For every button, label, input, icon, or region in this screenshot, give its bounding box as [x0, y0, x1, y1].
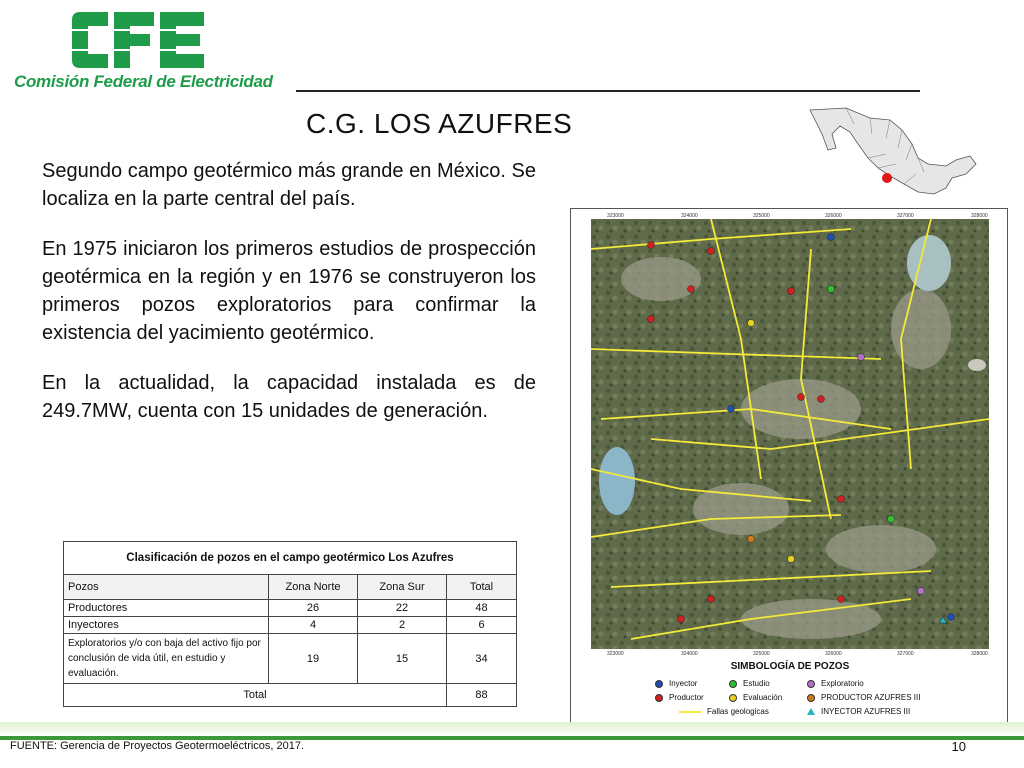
row-value: 15 [358, 634, 447, 684]
footer-band [0, 722, 1024, 736]
row-value: 6 [447, 617, 517, 634]
legend-fallas: Fallas geologicas [679, 707, 769, 716]
coord-bottom-2: 324000 [681, 651, 698, 657]
row-value: 22 [358, 600, 447, 617]
table-total-row [64, 684, 517, 707]
row-value: 4 [269, 617, 358, 634]
inyector-azufres-triangle-icon [807, 708, 815, 715]
total-label: Total [64, 684, 447, 707]
map-legend [591, 657, 989, 719]
coord-top-1: 323000 [607, 213, 624, 219]
row-label: Exploratorios y/o con baja del activo fijo por conclusión de vida útil, en estudio y evaluación. [64, 634, 269, 684]
cfe-logo [14, 8, 273, 94]
logo-text: Comisión Federal de Electricidad [14, 72, 273, 91]
table-title: Clasificación de pozos en el campo geotérmico Los Azufres [64, 542, 517, 575]
table-row [64, 634, 517, 684]
row-value: 34 [447, 634, 517, 684]
table-row [64, 617, 517, 634]
total-value: 88 [447, 684, 517, 707]
page-number: 10 [951, 739, 966, 754]
legend-productor-azufres: PRODUCTOR AZUFRES III [807, 693, 920, 702]
coord-top-2: 324000 [681, 213, 698, 219]
legend-title: SIMBOLOGÍA DE POZOS [730, 661, 850, 672]
cfe-logo-mark [68, 8, 210, 72]
coord-bottom-6: 328000 [971, 651, 988, 657]
location-marker [882, 173, 892, 183]
row-value: 26 [269, 600, 358, 617]
table-header-row [64, 575, 517, 600]
legend-productor: Productor [655, 693, 704, 702]
coord-top-5: 327000 [897, 213, 914, 219]
productor-azufres-dot-icon [807, 694, 815, 702]
row-label: Inyectores [64, 617, 269, 634]
mexico-map [806, 104, 980, 204]
title-rule [296, 90, 920, 92]
coord-top-4: 326000 [825, 213, 842, 219]
wells-table [63, 541, 517, 707]
paragraph-1: Segundo campo geotérmico más grande en México. Se localiza en la parte central del país. [42, 160, 536, 210]
coord-top-6: 328000 [971, 213, 988, 219]
coord-top-3: 325000 [753, 213, 770, 219]
header-zona-sur: Zona Sur [358, 575, 447, 600]
satellite-map [591, 219, 989, 649]
coord-bottom-4: 326000 [825, 651, 842, 657]
coord-bottom-3: 325000 [753, 651, 770, 657]
header-pozos: Pozos [64, 575, 269, 600]
body-text [42, 157, 536, 447]
coord-bottom-5: 327000 [897, 651, 914, 657]
header-total: Total [447, 575, 517, 600]
evaluacion-dot-icon [729, 694, 737, 702]
inyector-dot-icon [655, 680, 663, 688]
header-zona-norte: Zona Norte [269, 575, 358, 600]
row-value: 48 [447, 600, 517, 617]
page-title: C.G. LOS AZUFRES [306, 108, 573, 139]
legend-estudio: Estudio [729, 679, 770, 688]
paragraph-3: En la actualidad, la capacidad instalada es de 249.7MW, cuenta con 15 unidades de generación. [42, 372, 536, 422]
exploratorio-dot-icon [807, 680, 815, 688]
field-map [570, 208, 1008, 724]
coord-bottom-1: 323000 [607, 651, 624, 657]
row-value: 2 [358, 617, 447, 634]
paragraph-2: En 1975 iniciaron los primeros estudios de prospección geotérmica en la región y en 1976 se construyeron los primeros pozos exploratorios para confirmar la existencia del yacimiento geotérmico. [42, 238, 536, 344]
table-row [64, 600, 517, 617]
fault-line-icon [679, 711, 701, 713]
row-value: 19 [269, 634, 358, 684]
legend-inyector-azufres: INYECTOR AZUFRES III [807, 707, 910, 716]
estudio-dot-icon [729, 680, 737, 688]
source-note: FUENTE: Gerencia de Proyectos Geotermoeléctricos, 2017. [10, 740, 305, 752]
legend-exploratorio: Exploratorio [807, 679, 864, 688]
productor-dot-icon [655, 694, 663, 702]
legend-inyector: Inyector [655, 679, 697, 688]
legend-evaluacion: Evaluación [729, 693, 782, 702]
row-label: Productores [64, 600, 269, 617]
